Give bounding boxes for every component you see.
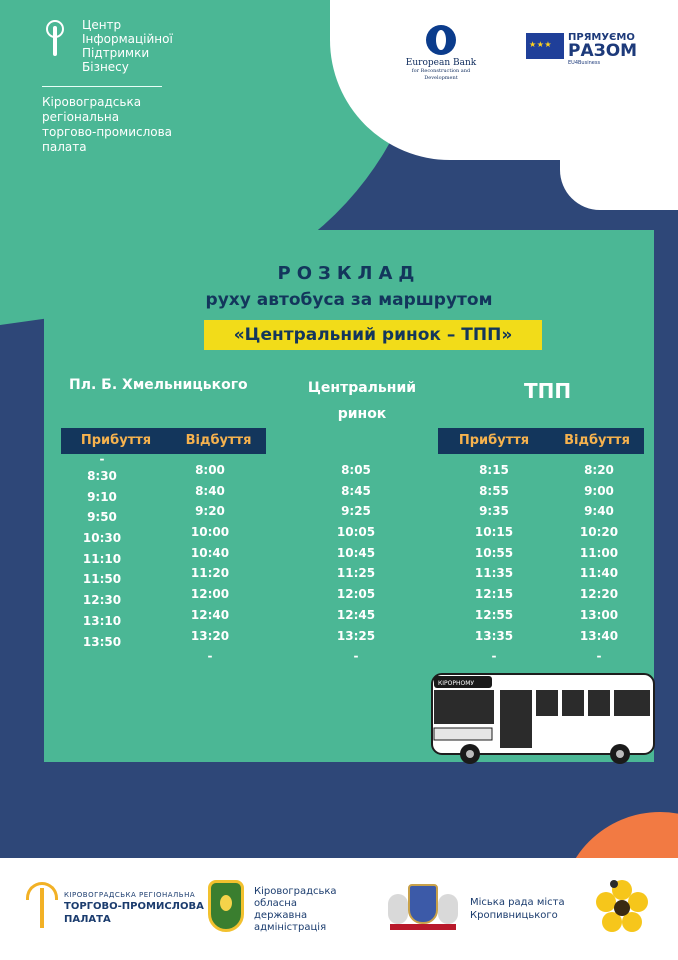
time-cell: 8:45 [341, 483, 371, 498]
time-cell: 12:45 [336, 607, 376, 622]
stop-last: ТПП [524, 379, 572, 403]
ttp-line: КІРОВОГРАДСЬКА РЕГІОНАЛЬНА [64, 891, 196, 899]
time-cell: 9:00 [584, 483, 614, 498]
time-cell: 8:15 [479, 463, 509, 477]
schedule-title: РОЗКЛАД [277, 263, 421, 284]
time-cell: 13:00 [579, 607, 619, 622]
time-cell: 8:00 [195, 463, 225, 477]
ebrd-emblem-icon [426, 25, 456, 55]
column-last-arrival [454, 460, 534, 667]
stop-middle [300, 375, 424, 427]
eu-big-text: РАЗОМ [568, 41, 638, 61]
time-cell: 10:05 [336, 525, 376, 540]
oda-line: державна [254, 910, 308, 921]
time-cell: 11:40 [579, 566, 619, 581]
header-arrival: Прибуття [458, 433, 530, 448]
stop-middle-line: Центральний [307, 380, 417, 396]
bus-sign: КІРОРНОМУ [438, 680, 475, 687]
divider [42, 86, 162, 87]
chamber-of-commerce-logo [26, 882, 204, 930]
ebrd-name: European Bank [405, 58, 477, 68]
chamber-line: торгово-промислова [42, 125, 173, 139]
header-departure: Відбуття [564, 433, 630, 448]
time-cell: 8:30 [87, 469, 117, 483]
eu-top-text: ПРЯМУЄМО [568, 32, 635, 43]
time-cell: - [99, 452, 105, 466]
column-first-departure [170, 460, 250, 667]
header-departure: Відбуття [185, 433, 252, 448]
city-council-logo [384, 880, 565, 932]
time-cell: 13:35 [474, 628, 514, 643]
chamber-line: регіональна [42, 110, 120, 124]
time-cell: 13:50 [82, 634, 122, 649]
city-line: Кропивницького [470, 910, 558, 921]
time-cell: 12:15 [474, 587, 514, 602]
time-cell: 13:10 [82, 613, 122, 628]
route-name: «Центральний ринок – ТПП» [204, 320, 542, 350]
time-cell: 11:20 [190, 566, 230, 581]
cipb-name [82, 18, 173, 74]
column-first-arrival [62, 452, 142, 652]
cipb-logo [42, 18, 173, 74]
time-cell: - [207, 649, 213, 664]
time-cell: 10:55 [474, 545, 514, 560]
cipb-line: Центр [82, 18, 122, 32]
cipb-logo-icon [42, 18, 68, 58]
header-bar-first [61, 428, 266, 454]
ebrd-logo [395, 25, 487, 82]
caduceus-icon [26, 882, 58, 930]
time-cell: 9:25 [341, 504, 371, 519]
city-line: Міська рада міста [470, 897, 565, 908]
time-cell: 8:05 [341, 463, 371, 477]
time-cell: 12:20 [579, 587, 619, 602]
time-cell: - [596, 649, 602, 664]
header-arrival: Прибуття [80, 433, 152, 448]
schedule-subtitle: руху автобуса за маршрутом [205, 290, 493, 310]
chamber-line: палата [42, 140, 87, 154]
chamber-line: Кіровоградська [42, 95, 142, 109]
time-cell: 8:20 [584, 463, 614, 477]
column-middle [316, 460, 396, 667]
city-emblem-icon [384, 880, 462, 932]
time-cell: 11:25 [336, 566, 376, 581]
ebrd-subtitle: for Reconstruction and Development [411, 68, 471, 81]
stop-first: Пл. Б. Хмельницького [69, 377, 248, 393]
coat-of-arms-icon [208, 880, 244, 932]
time-cell: 12:55 [474, 607, 514, 622]
time-cell: 10:20 [579, 525, 619, 540]
oda-line: Кіровоградська [254, 886, 337, 897]
time-cell: 12:00 [190, 587, 230, 602]
time-cell: 13:25 [336, 628, 376, 643]
chamber-name [42, 95, 172, 155]
eu4business-logo [526, 33, 637, 67]
time-cell: 11:50 [82, 572, 122, 587]
time-cell: 12:40 [190, 607, 230, 622]
time-cell: 13:20 [190, 628, 230, 643]
time-cell: 8:55 [479, 483, 509, 498]
footer [0, 858, 678, 960]
time-cell: 10:00 [190, 525, 230, 540]
eu-sub-text: EU4Business [568, 60, 601, 66]
bus-illustration [428, 668, 656, 768]
time-cell: - [491, 649, 497, 664]
time-cell: 9:40 [584, 504, 614, 519]
time-cell: 8:40 [195, 483, 225, 498]
time-cell: 9:35 [479, 504, 509, 519]
time-cell: 12:05 [336, 587, 376, 602]
ttp-line: ПАЛАТА [64, 914, 111, 925]
column-last-departure [559, 460, 639, 667]
stop-middle-line: ринок [337, 406, 387, 422]
cipb-line: Інформаційної [82, 32, 173, 46]
oda-line: обласна [254, 898, 297, 909]
cipb-line: Бізнесу [82, 60, 129, 74]
time-cell: 9:50 [87, 510, 117, 525]
flower-bee-icon [592, 876, 652, 936]
time-cell: 13:40 [579, 628, 619, 643]
time-cell: 12:30 [82, 593, 122, 608]
regional-administration-logo [208, 880, 337, 934]
time-cell: 10:15 [474, 525, 514, 540]
time-cell: 9:20 [195, 504, 225, 519]
time-cell: 11:00 [579, 545, 619, 560]
time-cell: 11:35 [474, 566, 514, 581]
time-cell: - [353, 649, 359, 664]
schedule-card [44, 230, 654, 762]
time-cell: 10:30 [82, 531, 122, 546]
time-cell: 9:10 [87, 489, 117, 504]
cipb-line: Підтримки [82, 46, 150, 60]
time-cell: 11:10 [82, 551, 122, 566]
eu-flag-icon [526, 33, 564, 59]
time-cell: 10:45 [336, 545, 376, 560]
oda-line: адміністрація [254, 922, 327, 933]
header-bar-last [438, 428, 644, 454]
ttp-line: ТОРГОВО-ПРОМИСЛОВА [64, 901, 204, 912]
time-cell: 10:40 [190, 545, 230, 560]
